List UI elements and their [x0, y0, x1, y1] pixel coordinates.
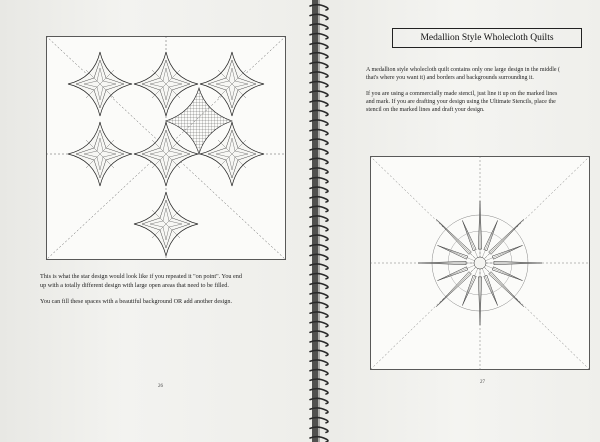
paragraph-2-line-2: and mark. If you are drafting your design using the Ultimate Stencils, place the: [366, 99, 556, 105]
spiral-binding: [300, 0, 340, 442]
caption-line-1: This is what the star design would look like if you repeated it "on point". You end: [40, 273, 242, 280]
caption-line-3: You can fill these spaces with a beautiful background OR add another design.: [40, 298, 232, 305]
page-title: Medallion Style Wholecloth Quilts: [392, 28, 582, 48]
medallion-diagram: [370, 156, 590, 370]
paragraph-2-line-1: If you are using a commercially made stencil, just line it up on the marked lines: [366, 91, 558, 97]
paragraph-1-line-1: A medallion style wholecloth quilt contains only one large design in the middle (: [366, 67, 561, 73]
right-page-number: 27: [480, 380, 485, 385]
paragraph-2-line-3: stencil on the marked lines and draft your design.: [366, 107, 485, 113]
caption-line-2: up with a totally different design with large open areas that need to be filled.: [40, 282, 229, 289]
star-grid-diagram: [46, 36, 286, 260]
left-page-number: 26: [158, 384, 163, 389]
paragraph-1-line-2: that's where you want it) and borders and backgrounds surrounding it.: [366, 75, 534, 81]
